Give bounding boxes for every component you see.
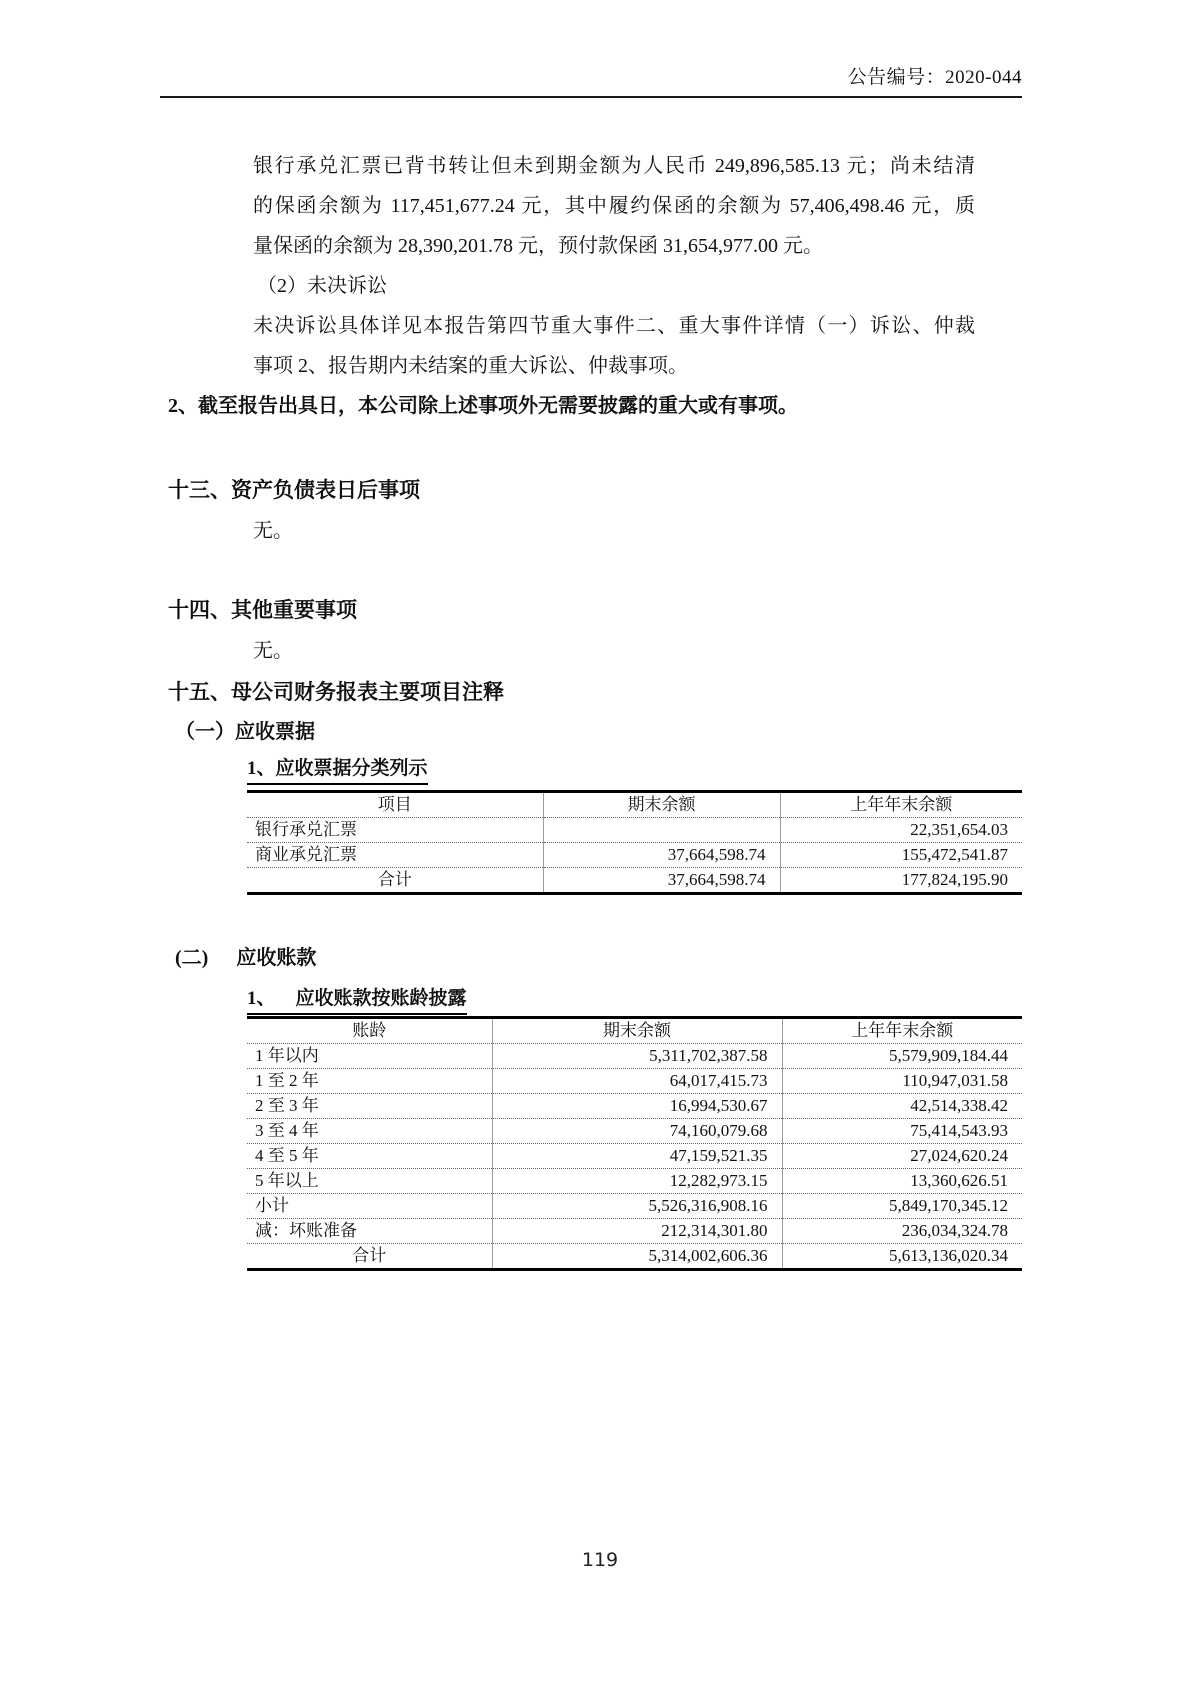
row-label-cell: 合计 (377, 870, 412, 889)
subsection-1-title: （一）应收票据 (175, 721, 315, 743)
row-label-cell: 小计 (247, 1194, 492, 1219)
table-row (247, 1169, 1022, 1194)
table-2-title-text (247, 983, 467, 1015)
current-balance-cell: 74,160,079.68 (492, 1119, 782, 1144)
column-header: 上年年末余额 (780, 792, 1022, 818)
prior-balance-cell: 110,947,031.58 (782, 1069, 1022, 1094)
prior-balance-cell: 155,472,541.87 (780, 843, 1022, 868)
current-balance-cell (543, 818, 780, 843)
column-header: 期末余额 (492, 1018, 782, 1044)
prior-balance-cell: 236,034,324.78 (782, 1219, 1022, 1244)
header-divider (160, 96, 1022, 98)
current-balance-cell: 5,311,702,387.58 (492, 1044, 782, 1069)
column-header: 上年年末余额 (782, 1018, 1022, 1044)
row-label-cell: 商业承兑汇票 (247, 843, 543, 868)
section-13-title: 十三、资产负债表日后事项 (168, 478, 420, 502)
row-label-cell: 银行承兑汇票 (247, 818, 543, 843)
table-row (247, 1094, 1022, 1119)
column-header: 期末余额 (543, 792, 780, 818)
current-balance-cell: 16,994,530.67 (492, 1094, 782, 1119)
row-label-cell: 减：坏账准备 (247, 1219, 492, 1244)
row-label-cell: 1 至 2 年 (247, 1069, 492, 1094)
current-balance-cell: 5,314,002,606.36 (492, 1244, 782, 1270)
table-1-title (247, 753, 428, 785)
table-row (247, 868, 1022, 894)
bills-classification-table (247, 790, 1022, 895)
current-balance-cell: 37,664,598.74 (543, 843, 780, 868)
table-row (247, 1244, 1022, 1270)
row-label-cell: 2 至 3 年 (247, 1094, 492, 1119)
table-row (247, 1119, 1022, 1144)
body-text-block (168, 146, 975, 426)
section-14-title: 十四、其他重要事项 (168, 598, 357, 622)
table-row (247, 1044, 1022, 1069)
current-balance-cell: 12,282,973.15 (492, 1169, 782, 1194)
section-15-title: 十五、母公司财务报表主要项目注释 (168, 680, 504, 704)
table-row (247, 1194, 1022, 1219)
table-2-title (247, 983, 467, 1015)
ar-aging-table (247, 1016, 1022, 1271)
current-balance-cell: 37,664,598.74 (543, 868, 780, 894)
table-1-title-text: 1、应收票据分类列示 (247, 753, 428, 785)
page-number: 119 (581, 1549, 619, 1571)
prior-balance-cell: 22,351,654.03 (780, 818, 1022, 843)
table-row (247, 1219, 1022, 1244)
prior-balance-cell: 13,360,626.51 (782, 1169, 1022, 1194)
paragraph-line: 量保函的余额为 28,390,201.78 元，预付款保函 31,654,977.00 元。 (253, 235, 823, 257)
paragraph-line: 事项 2、报告期内未结案的重大诉讼、仲裁事项。 (253, 355, 688, 377)
paragraph-line: 的保函余额为 117,451,677.24 元，其中履约保函的余额为 57,406,498.46 元，质 (253, 195, 975, 217)
current-balance-cell: 64,017,415.73 (492, 1069, 782, 1094)
subsection-2-number: (二) (175, 947, 209, 969)
paragraph-line: 未决诉讼具体详见本报告第四节重大事件二、重大事件详情（一）诉讼、仲裁 (253, 315, 975, 337)
column-header: 项目 (247, 792, 543, 818)
section-14-body: 无。 (253, 640, 293, 662)
table-row (247, 843, 1022, 868)
current-balance-cell: 47,159,521.35 (492, 1144, 782, 1169)
section-13-body: 无。 (253, 520, 293, 542)
table-row (247, 1069, 1022, 1094)
prior-balance-cell: 5,849,170,345.12 (782, 1194, 1022, 1219)
current-balance-cell: 5,526,316,908.16 (492, 1194, 782, 1219)
row-label-cell: 1 年以内 (247, 1044, 492, 1069)
prior-balance-cell: 177,824,195.90 (780, 868, 1022, 894)
row-label-cell: 5 年以上 (247, 1169, 492, 1194)
subitem-heading: （2）未决诉讼 (257, 275, 387, 297)
table-2-title-number: 1、 (247, 988, 276, 1009)
current-balance-cell: 212,314,301.80 (492, 1219, 782, 1244)
row-label-cell: 4 至 5 年 (247, 1144, 492, 1169)
table-header-row (247, 792, 1022, 818)
table-2-title-label: 应收账款按账龄披露 (295, 988, 467, 1009)
table-row (247, 1144, 1022, 1169)
prior-balance-cell: 27,024,620.24 (782, 1144, 1022, 1169)
prior-balance-cell: 5,579,909,184.44 (782, 1044, 1022, 1069)
table-header-row (247, 1018, 1022, 1044)
row-label-cell: 3 至 4 年 (247, 1119, 492, 1144)
row-label-cell: 合计 (352, 1246, 387, 1265)
prior-balance-cell: 75,414,543.93 (782, 1119, 1022, 1144)
bold-statement: 2、截至报告出具日，本公司除上述事项外无需要披露的重大或有事项。 (168, 395, 798, 417)
subsection-2-title (175, 941, 316, 970)
prior-balance-cell: 5,613,136,020.34 (782, 1244, 1022, 1270)
paragraph-line: 银行承兑汇票已背书转让但未到期金额为人民币 249,896,585.13 元；尚未结清 (253, 155, 975, 177)
column-header: 账龄 (247, 1018, 492, 1044)
subsection-2-label: 应收账款 (236, 947, 317, 969)
table-row (247, 818, 1022, 843)
prior-balance-cell: 42,514,338.42 (782, 1094, 1022, 1119)
notice-number: 公告编号：2020-044 (847, 67, 1022, 88)
